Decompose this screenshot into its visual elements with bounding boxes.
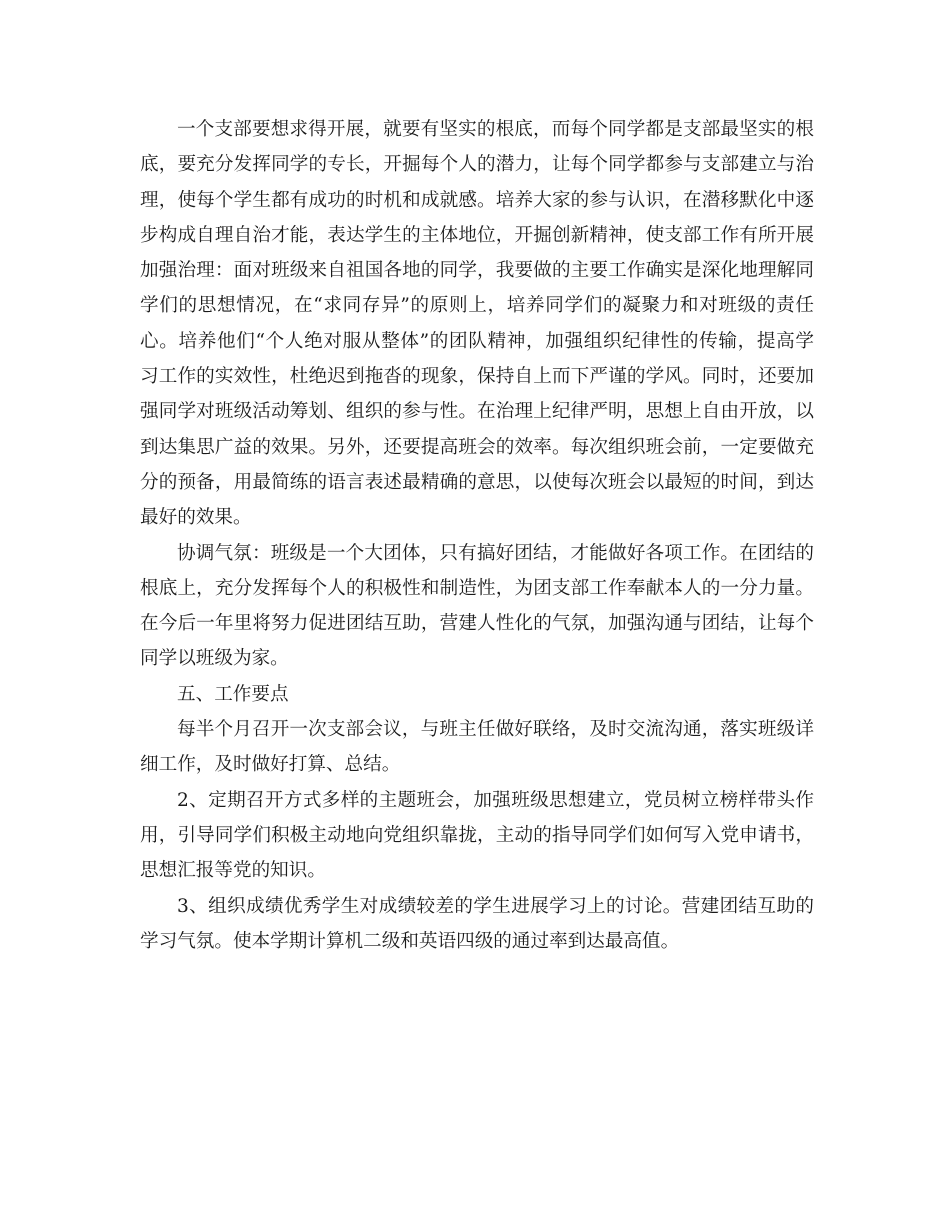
text-line: 细工作，及时做好打算、总结。 [140, 754, 401, 776]
work-point-3 [140, 889, 814, 960]
text-line: 用，引导同学们积极主动地向党组织靠拢，主动的指导同学们如何写入党申请书， [140, 824, 814, 846]
text-line: 习工作的实效性，杜绝迟到拖沓的现象，保持自上而下严谨的学风。同时，还要加 [140, 366, 814, 388]
work-point-2 [140, 783, 814, 889]
section-heading [140, 677, 814, 712]
text-line: 3、组织成绩优秀学生对成绩较差的学生进展学习上的讨论。营建团结互助的 [177, 895, 814, 917]
text-line: 理，使每个学生都有成功的时机和成就感。培养大家的参与认识，在潜移默化中逐 [140, 189, 814, 211]
text-line: 加强治理：面对班级来自祖国各地的同学，我要做的主要工作确实是深化地理解同 [140, 260, 814, 282]
text-line: 同学以班级为家。 [140, 648, 289, 670]
text-line: 分的预备，用最简练的语言表述最精确的意思，以使每次班会以最短的时间，到达 [140, 471, 814, 493]
section-heading-text: 五、工作要点 [177, 683, 289, 705]
text-line: 在今后一年里将努力促进团结互助，营建人性化的气氛，加强沟通与团结，让每个 [140, 613, 814, 635]
text-line: 学们的思想情况，在“求同存异”的原则上，培养同学们的凝聚力和对班级的责任 [140, 295, 814, 317]
text-line: 每半个月召开一次支部会议，与班主任做好联络，及时交流沟通，落实班级详 [177, 719, 814, 741]
text-line: 学习气氛。使本学期计算机二级和英语四级的通过率到达最高值。 [140, 930, 680, 952]
work-point-1 [140, 712, 814, 783]
text-line: 步构成自理自治才能，表达学生的主体地位，开掘创新精神，使支部工作有所开展 [140, 224, 814, 246]
text-line: 强同学对班级活动筹划、组织的参与性。在治理上纪律严明，思想上自由开放，以 [140, 401, 814, 423]
document-page [140, 112, 814, 959]
text-line: 一个支部要想求得开展，就要有坚实的根底，而每个同学都是支部最坚实的根 [177, 119, 814, 140]
text-line: 思想汇报等党的知识。 [140, 860, 326, 882]
paragraph-branch-development [140, 112, 814, 536]
text-line: 最好的效果。 [140, 507, 252, 529]
paragraph-coordinate-atmosphere [140, 536, 814, 677]
text-line: 2、定期召开方式多样的主题班会，加强班级思想建立，党员树立榜样带头作 [177, 789, 814, 811]
text-line: 心。培养他们“个人绝对服从整体”的团队精神，加强组织纪律性的传输，提高学 [140, 330, 814, 352]
text-line: 协调气氛：班级是一个大团体，只有搞好团结，才能做好各项工作。在团结的 [177, 542, 814, 564]
text-line: 根底上，充分发挥每个人的积极性和制造性，为团支部工作奉献本人的一分力量。 [140, 577, 814, 599]
text-line: 底，要充分发挥同学的专长，开掘每个人的潜力，让每个同学都参与支部建立与治 [140, 154, 814, 176]
text-line: 到达集思广益的效果。另外，还要提高班会的效率。每次组织班会前，一定要做充 [140, 436, 814, 458]
